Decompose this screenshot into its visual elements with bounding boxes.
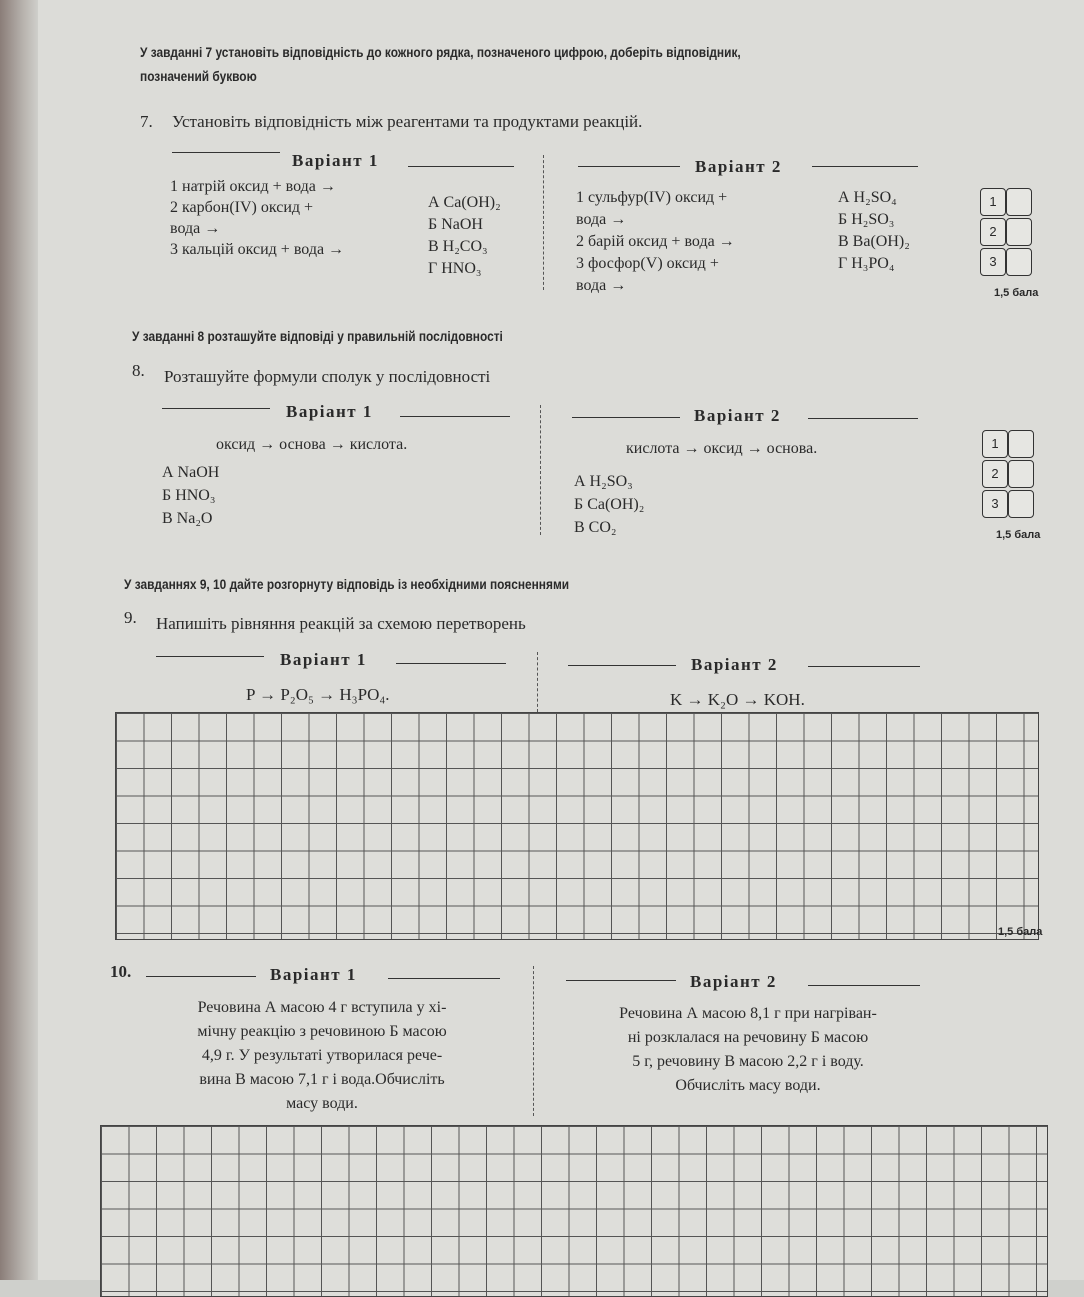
text-line: 1 натрій оксид + вода → bbox=[170, 178, 336, 195]
answer-box-label: 3 bbox=[982, 490, 1008, 518]
variant-1-label: Варіант 1 bbox=[280, 650, 367, 669]
q8-v2-options bbox=[574, 470, 644, 539]
text-line: 3 кальцій оксид + вода → bbox=[170, 241, 345, 258]
q10-v1-problem bbox=[140, 996, 504, 1116]
text-line: А H₂SO₃ bbox=[574, 473, 633, 490]
text-line: Г HNO₃ bbox=[428, 260, 482, 277]
points-8: 1,5 бала bbox=[996, 529, 1041, 541]
q7-v2-reagents bbox=[576, 187, 735, 297]
text-line: В CO₂ bbox=[574, 519, 617, 536]
text-line: вина В масою 7,1 г і вода.Обчисліть bbox=[199, 1071, 445, 1088]
answer-box-8-2[interactable] bbox=[1008, 460, 1034, 488]
answer-box-label: 1 bbox=[982, 430, 1008, 458]
text-line: В Ba(OH)₂ bbox=[838, 233, 910, 250]
text-line: 2 барій оксид + вода → bbox=[576, 233, 735, 250]
question-8-number: 8. bbox=[132, 361, 145, 380]
variant-1-label: Варіант 1 bbox=[270, 965, 357, 984]
question-7-number: 7. bbox=[140, 112, 153, 131]
page-edge bbox=[0, 0, 38, 1280]
answer-grid-10[interactable] bbox=[100, 1125, 1048, 1297]
q9-v1-scheme: P → P₂O₅ → H₃PO₄. bbox=[246, 685, 390, 704]
text-line: 2 карбон(IV) оксид + bbox=[170, 199, 314, 216]
text-line: 1 сульфур(IV) оксид + bbox=[576, 189, 728, 206]
q8-v1-options bbox=[162, 461, 219, 530]
answer-box-label: 3 bbox=[980, 248, 1006, 276]
answer-box-label: 2 bbox=[980, 218, 1006, 246]
text-line: Б H₂SO₃ bbox=[838, 211, 895, 228]
text-line: Г H₃PO₄ bbox=[838, 255, 895, 272]
q8-v1-sequence: оксид → основа → кислота. bbox=[216, 436, 408, 453]
q9-v2-scheme: K → K₂O → KOH. bbox=[670, 690, 805, 709]
text-line: А NaOH bbox=[162, 464, 220, 481]
answer-box-label: 1 bbox=[980, 188, 1006, 216]
instruction-7-line1: У завданні 7 установіть відповідність до кожного рядка, позначеного цифрою, доберіть відповідник, bbox=[140, 44, 741, 60]
rule-line bbox=[812, 166, 918, 167]
text-line: 5 г, речовину В масою 2,2 г і воду. bbox=[632, 1053, 864, 1070]
answer-box-7-3[interactable] bbox=[1006, 248, 1032, 276]
q7-v1-products bbox=[428, 192, 501, 280]
answer-box-8-1[interactable] bbox=[1008, 430, 1034, 458]
text-line: Б Ca(OH)₂ bbox=[574, 496, 645, 513]
points-9: 1,5 бала bbox=[998, 926, 1043, 938]
rule-line bbox=[388, 978, 500, 979]
variant-2-label: Варіант 2 bbox=[694, 406, 781, 425]
variant-2-label: Варіант 2 bbox=[691, 655, 778, 674]
question-7-text: Установіть відповідність між реагентами та продуктами реакцій. bbox=[172, 112, 643, 131]
rule-line bbox=[408, 166, 514, 167]
variant-1-label: Варіант 1 bbox=[292, 151, 379, 170]
rule-line bbox=[172, 152, 280, 153]
rule-line bbox=[578, 166, 680, 167]
rule-line bbox=[808, 666, 920, 667]
q7-v1-reagents bbox=[170, 176, 344, 260]
variant-2-label: Варіант 2 bbox=[695, 157, 782, 176]
rule-line bbox=[146, 976, 256, 977]
text-line: Обчисліть масу води. bbox=[675, 1077, 821, 1094]
text-line: Речовина А масою 8,1 г при нагріван- bbox=[619, 1005, 877, 1022]
text-line: мічну реакцію з речовиною Б масою bbox=[197, 1023, 447, 1040]
column-divider bbox=[537, 652, 538, 712]
text-line: Речовина А масою 4 г вступила у хі- bbox=[197, 999, 447, 1016]
answer-box-label: 2 bbox=[982, 460, 1008, 488]
text-line: А Ca(OH)₂ bbox=[428, 194, 501, 211]
q7-v2-products bbox=[838, 187, 910, 275]
answer-box-8-3[interactable] bbox=[1008, 490, 1034, 518]
text-line: А H₂SO₄ bbox=[838, 189, 897, 206]
rule-line bbox=[400, 416, 510, 417]
q10-v2-problem bbox=[556, 1002, 940, 1098]
column-divider bbox=[540, 405, 541, 535]
text-line: 3 фосфор(V) оксид + bbox=[576, 255, 719, 272]
rule-line bbox=[572, 417, 680, 418]
rule-line bbox=[808, 418, 918, 419]
q8-v2-sequence: кислота → оксид → основа. bbox=[626, 440, 818, 457]
instruction-9-10: У завданнях 9, 10 дайте розгорнуту відповідь із необхідними поясненнями bbox=[124, 576, 570, 592]
text-line: В H₂CO₃ bbox=[428, 238, 488, 255]
rule-line bbox=[566, 980, 676, 981]
question-8-text: Розташуйте формули сполук у послідовності bbox=[164, 367, 491, 386]
rule-line bbox=[808, 985, 920, 986]
text-line: масу води. bbox=[286, 1095, 358, 1112]
text-line: вода → bbox=[170, 220, 221, 237]
instruction-8: У завданні 8 розташуйте відповіді у правильній послідовності bbox=[132, 328, 503, 344]
answer-box-7-2[interactable] bbox=[1006, 218, 1032, 246]
rule-line bbox=[568, 665, 676, 666]
rule-line bbox=[156, 656, 264, 657]
answer-grid-9[interactable] bbox=[115, 712, 1039, 940]
question-10-number: 10. bbox=[110, 962, 132, 981]
column-divider bbox=[543, 155, 544, 290]
instruction-7-line2: позначений буквою bbox=[140, 68, 257, 84]
variant-1-label: Варіант 1 bbox=[286, 402, 373, 421]
variant-2-label: Варіант 2 bbox=[690, 972, 777, 991]
question-9-text: Напишіть рівняння реакцій за схемою перетворень bbox=[156, 614, 526, 633]
text-line: Б NaOH bbox=[428, 216, 483, 233]
answer-box-7-1[interactable] bbox=[1006, 188, 1032, 216]
text-line: вода → bbox=[576, 211, 627, 228]
text-line: Б HNO₃ bbox=[162, 487, 216, 504]
text-line: вода → bbox=[576, 277, 627, 294]
rule-line bbox=[162, 408, 270, 409]
rule-line bbox=[396, 663, 506, 664]
text-line: В Na₂O bbox=[162, 510, 213, 527]
points-7: 1,5 бала bbox=[994, 287, 1039, 299]
text-line: 4,9 г. У результаті утворилася рече- bbox=[201, 1047, 443, 1064]
column-divider bbox=[533, 966, 534, 1116]
question-9-number: 9. bbox=[124, 608, 137, 627]
text-line: ні розклалася на речовину Б масою bbox=[627, 1029, 869, 1046]
